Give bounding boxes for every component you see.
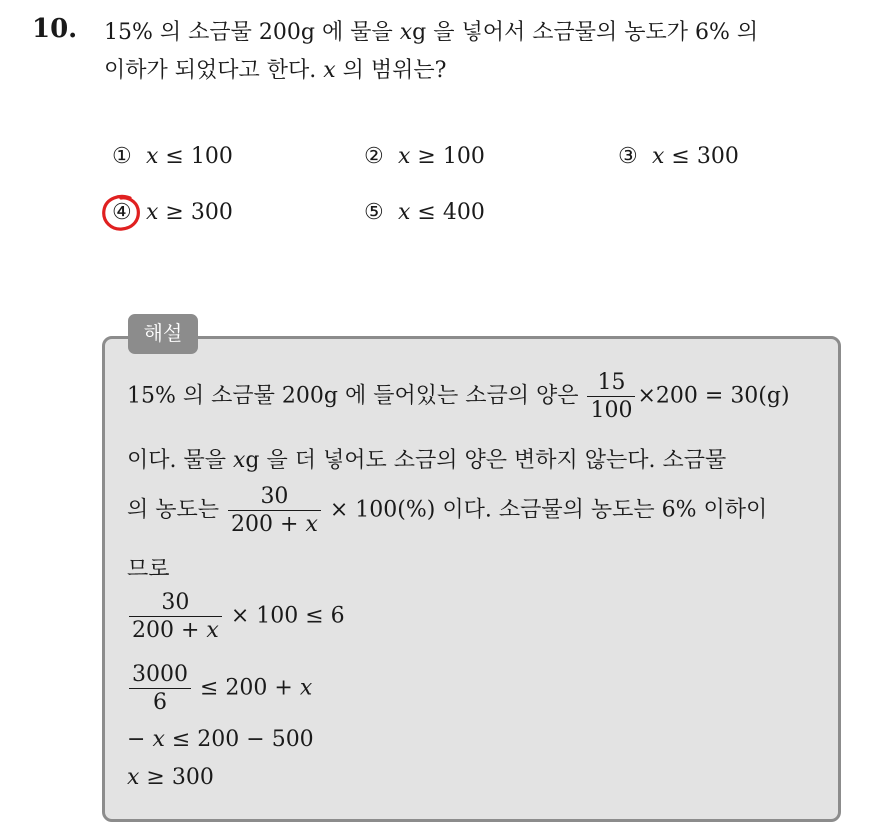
option-1[interactable]: ① x ≤ 100 [112, 144, 233, 169]
fraction-15-100: $\frac{15}{100}$ [587, 369, 635, 424]
option-4[interactable]: ④ x ≥ 300 [112, 200, 233, 225]
solution-line-1: 15% 의 소금물 200g 에 들어있는 소금의 양은 $\frac{15}{100}$ ×200 = 30(g) [127, 370, 790, 423]
solution-line-4: 므로 [127, 557, 170, 582]
option-2[interactable]: ② x ≥ 100 [364, 144, 485, 169]
equation-1: $\frac{30}{200 + x}$ × 100 ≤ 6 [127, 589, 345, 644]
answer-circle-mark [100, 192, 144, 234]
solution-tab-label: 해설 [128, 314, 198, 354]
solution-line-3: 의 농도는 $\frac{30}{200 + x}$ × 100(%) 이다. 소금물의 농도는 6% 이하이 [127, 484, 768, 537]
fraction-concentration: $\frac{30}{200 + x}$ [228, 483, 321, 538]
question-number: 10. [32, 14, 78, 44]
question-line-2: 이하가 되었다고 한다. x 의 범위는? [104, 58, 447, 83]
equation-3: − x ≤ 200 − 500 [127, 727, 314, 752]
option-5[interactable]: ⑤ x ≤ 400 [364, 200, 485, 225]
equation-2: $\frac{3000}{6}$ ≤ 200 + x [127, 661, 312, 716]
equation-4: x ≥ 300 [127, 765, 214, 790]
question-line-1: 15% 의 소금물 200g 에 물을 xg 을 넣어서 소금물의 농도가 6% 의 [104, 20, 759, 45]
solution-line-2: 이다. 물을 xg 을 더 넣어도 소금의 양은 변하지 않는다. 소금물 [127, 448, 727, 473]
option-3[interactable]: ③ x ≤ 300 [618, 144, 739, 169]
